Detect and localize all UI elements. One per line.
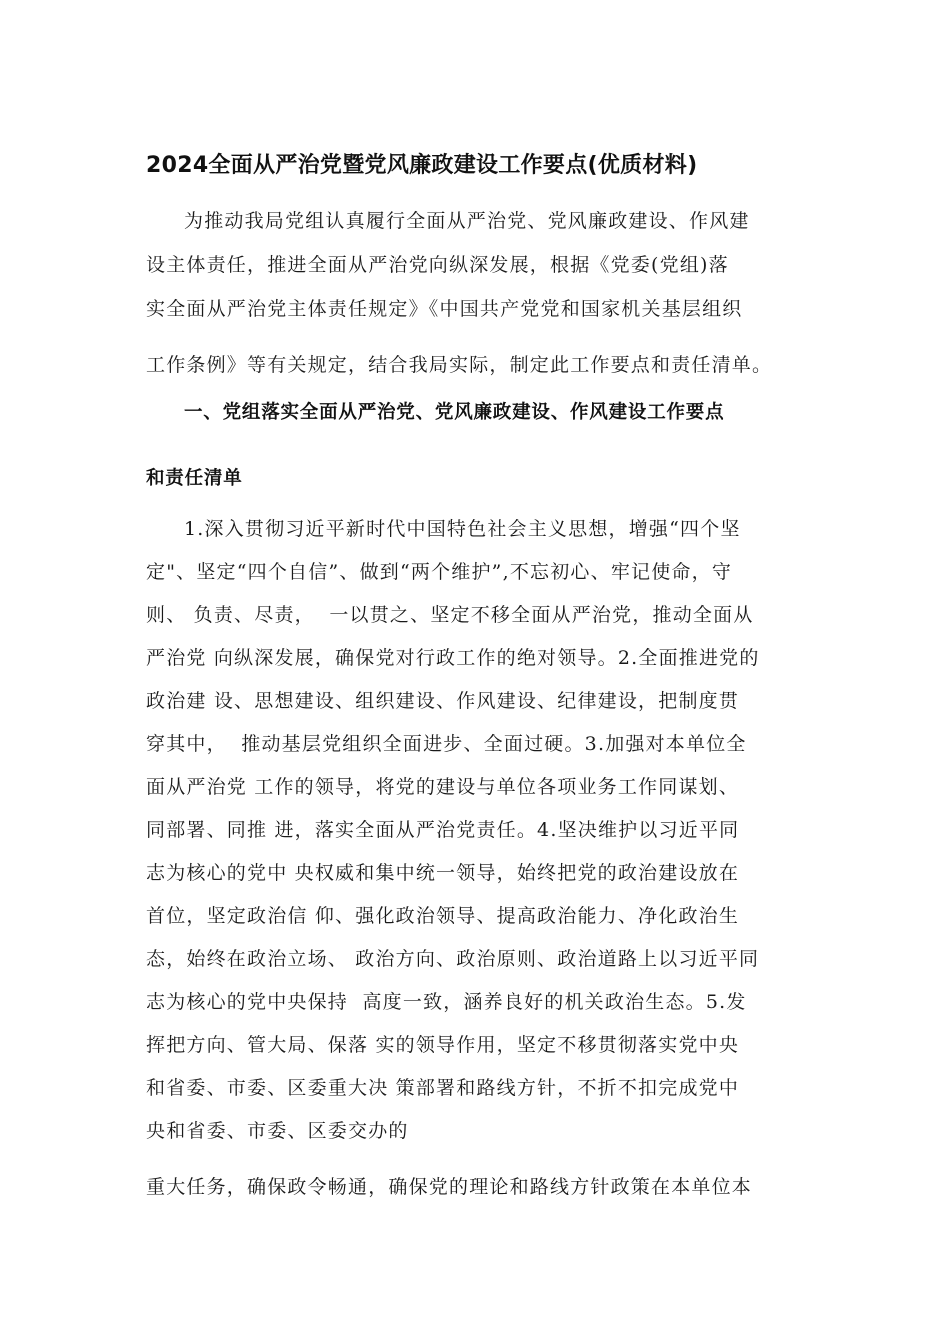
body-line: 定"、坚定“四个自信”、做到“两个维护”,不忘初心、牢记使命，守 <box>146 561 733 583</box>
intro-line: 为推动我局党组认真履行全面从严治党、党风廉政建设、作风建 <box>184 210 750 232</box>
body-line: 面从严治党 工作的领导，将党的建设与单位各项业务工作同谋划、 <box>146 776 740 798</box>
body-line: 央和省委、市委、区委交办的 <box>146 1120 409 1142</box>
intro-line: 工作条例》等有关规定，结合我局实际，制定此工作要点和责任清单。 <box>146 354 773 376</box>
body-line: 志为核心的党中央保持 高度一致，涵养良好的机关政治生态。5.发 <box>146 991 747 1013</box>
intro-line: 设主体责任，推进全面从严治党向纵深发展，根据《党委(党组)落 <box>146 254 729 276</box>
intro-line: 实全面从严治党主体责任规定》《中国共产党党和国家机关基层组织 <box>146 298 743 320</box>
body-line-continued: 重大任务，确保政令畅通，确保党的理论和路线方针政策在本单位本 <box>146 1176 753 1198</box>
section-heading: 和责任清单 <box>146 468 243 489</box>
body-line: 政治建 设、思想建设、组织建设、作风建设、纪律建设，把制度贯 <box>146 690 740 712</box>
body-line: 志为核心的党中 央权威和集中统一领导，始终把党的政治建设放在 <box>146 862 740 884</box>
section-heading: 一、党组落实全面从严治党、党风廉政建设、作风建设工作要点 <box>184 402 725 423</box>
body-line: 和省委、市委、区委重大决 策部署和路线方针，不折不扣完成党中 <box>146 1077 740 1099</box>
body-line: 穿其中， 推动基层党组织全面进步、全面过硬。3.加强对本单位全 <box>146 733 747 755</box>
document-title: 2024全面从严治党暨党风廉政建设工作要点(优质材料) <box>146 153 698 178</box>
body-line: 严治党 向纵深发展，确保党对行政工作的绝对领导。2.全面推进党的 <box>146 647 760 669</box>
body-line: 同部署、同推 进，落实全面从严治党责任。4.坚决维护以习近平同 <box>146 819 740 841</box>
body-line: 挥把方向、管大局、保落 实的领导作用，坚定不移贯彻落实党中央 <box>146 1034 740 1056</box>
body-line: 则、 负责、尽责， 一以贯之、坚定不移全面从严治党，推动全面从 <box>146 604 754 626</box>
body-line: 态，始终在政治立场、 政治方向、政治原则、政治道路上以习近平同 <box>146 948 760 970</box>
body-line: 1.深入贯彻习近平新时代中国特色社会主义思想，增强“四个坚 <box>184 518 741 540</box>
body-line: 首位，坚定政治信 仰、强化政治领导、提高政治能力、净化政治生 <box>146 905 740 927</box>
